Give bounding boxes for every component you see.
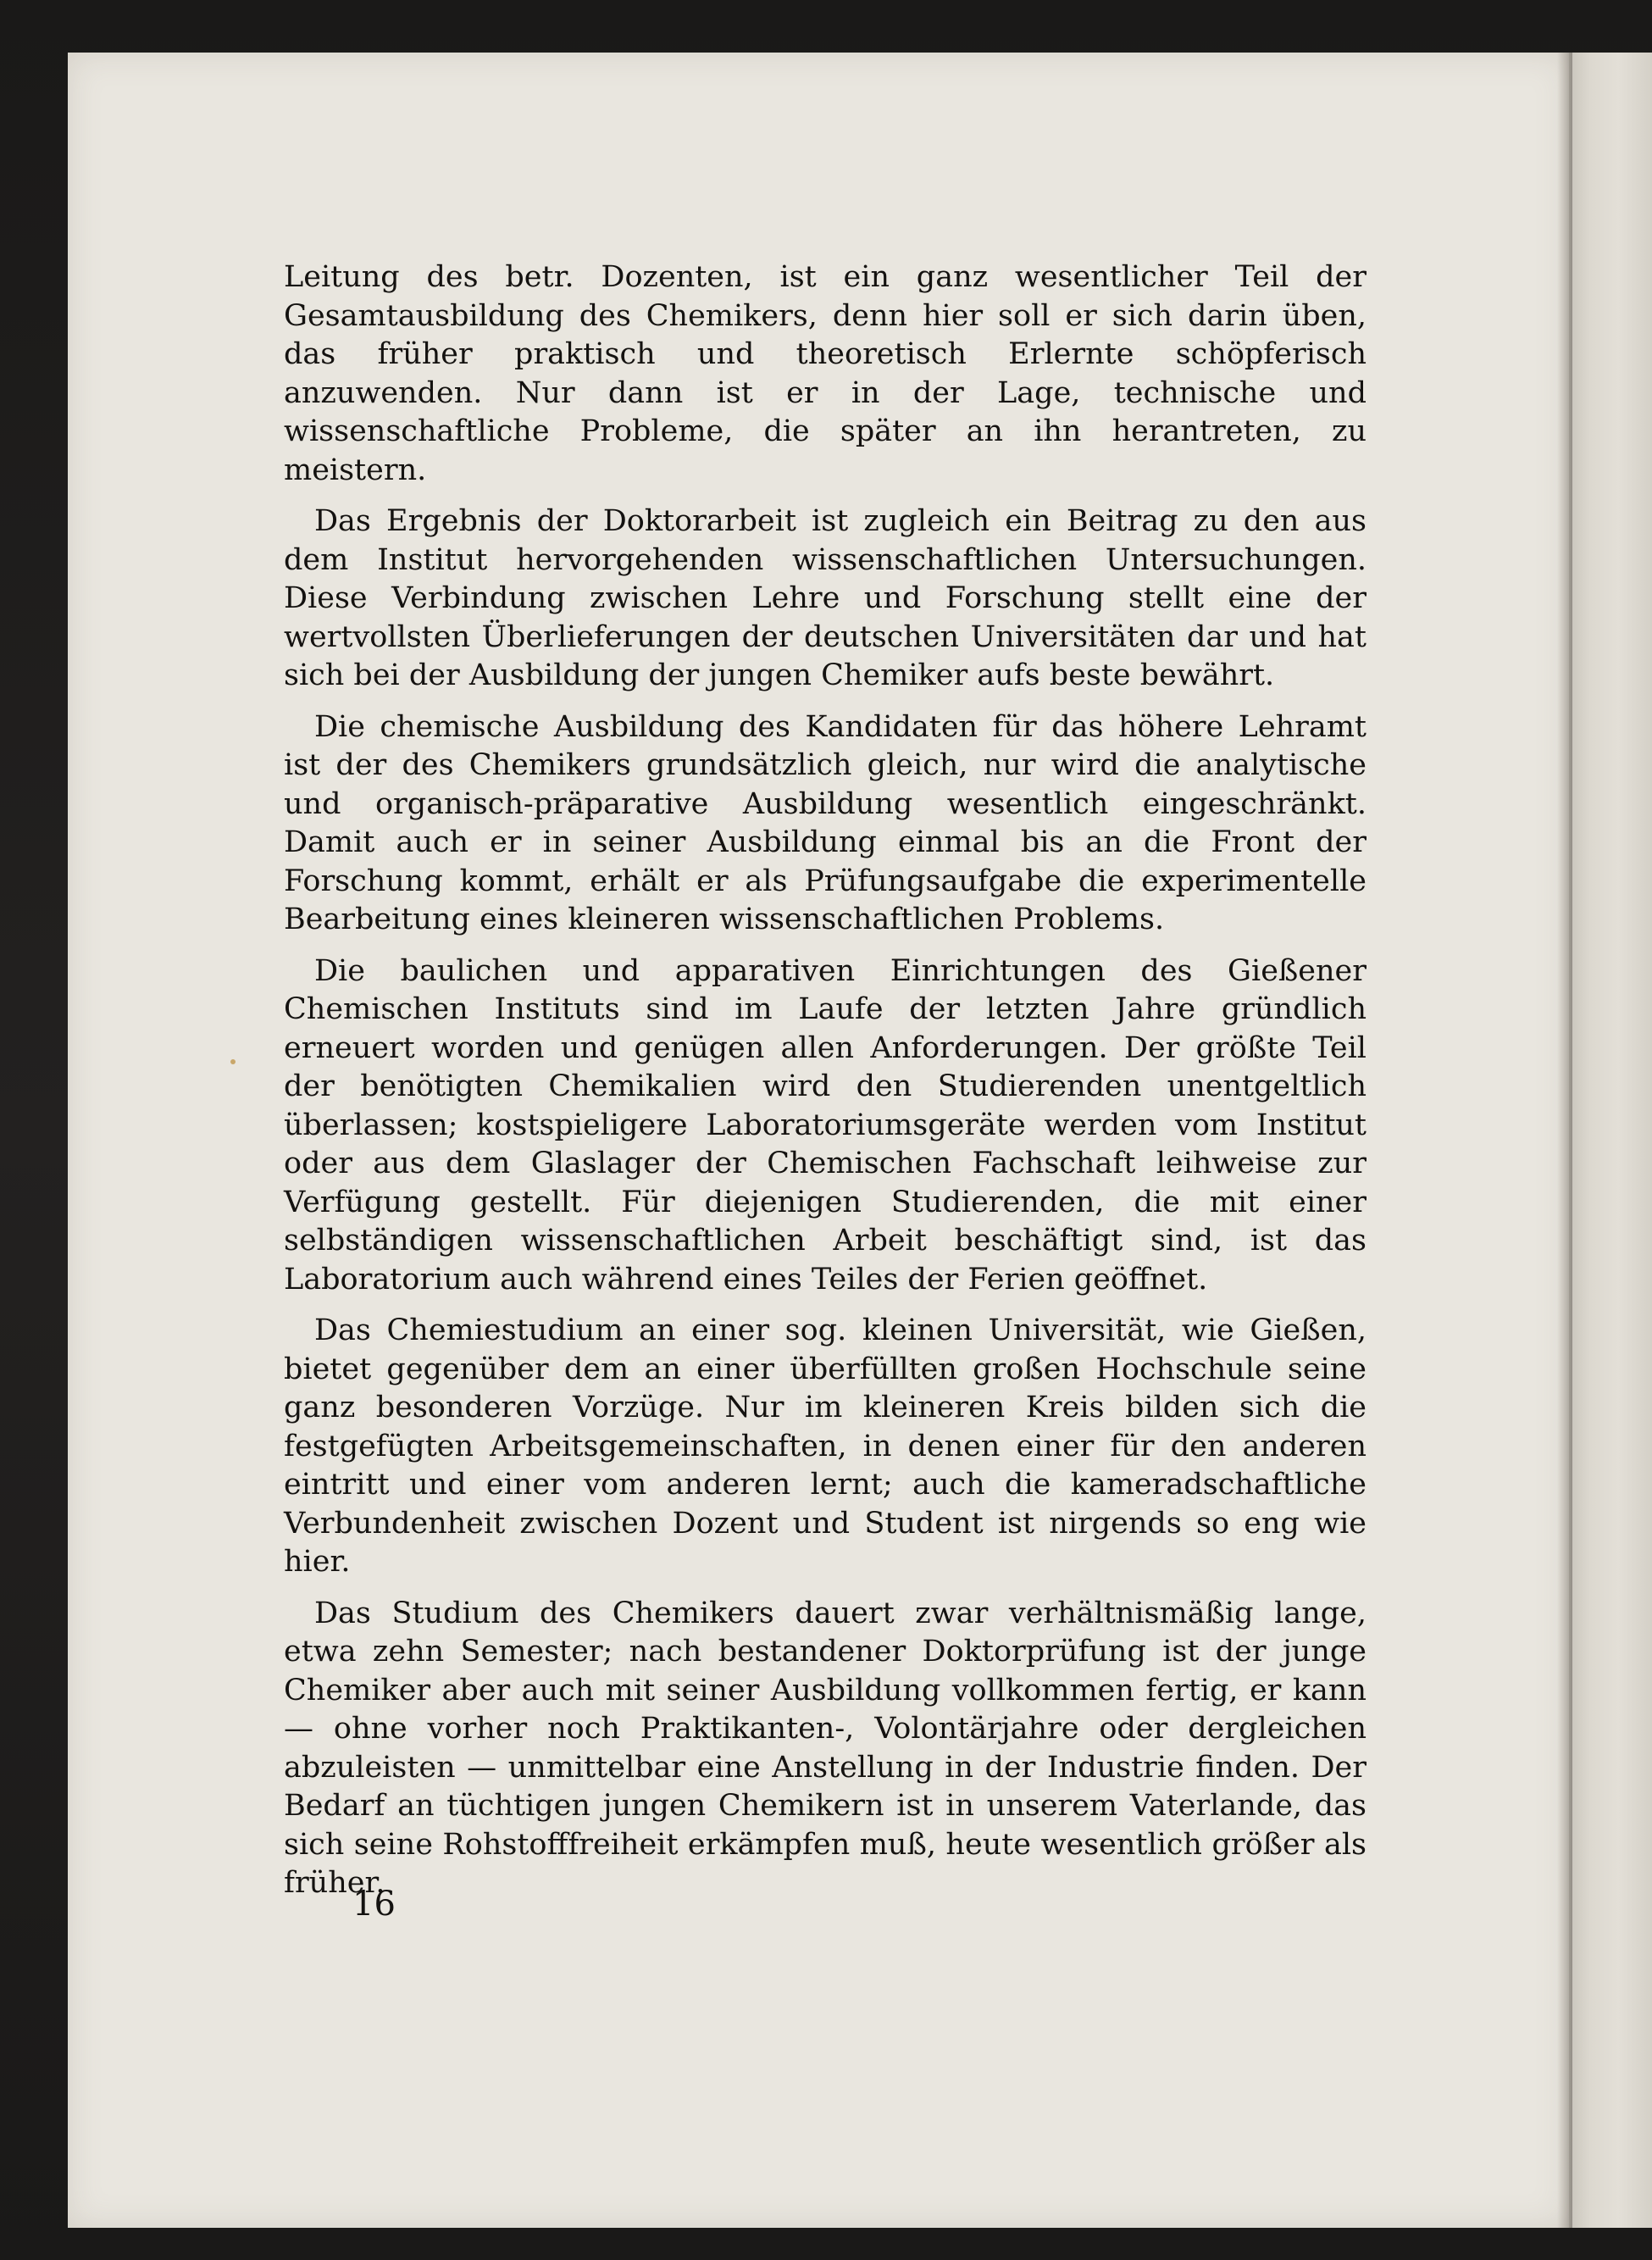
body-text — [284, 258, 1367, 1916]
page-gutter-shadow — [1557, 53, 1572, 2228]
paragraph-6: Das Studium des Chemikers dauert zwar verhältnismäßig lange, etwa zehn Semester; nach bestandener Doktorprüfung ist der junge Chemiker aber auch mit seiner Ausbildung vollkommen fertig, er kann — ohne vorher noch Praktikanten-, Volontärjahre oder dergleichen abzuleisten — unmittelbar eine Anstellung in der Industrie finden. Der Bedarf an tüchtigen jungen Chemikern ist in unserem Vaterlande, das sich seine Rohstofffreiheit erkämpfen muß, heute wesentlich größer als früher. — [284, 1596, 1367, 1900]
paper-speck — [230, 1059, 236, 1064]
paragraph-3: Die chemische Ausbildung des Kandidaten für das höhere Lehramt ist der des Chemikers grundsätzlich gleich, nur wird die analytische und organisch-präparative Ausbildung wesentlich eingeschränkt. Damit auch er in seiner Ausbildung einmal bis an die Front der Forschung kommt, erhält er als Prüfungsaufgabe die experimentelle Bearbeitung eines kleineren wissenschaftlichen Problems. — [284, 709, 1367, 936]
paragraph-4: Die baulichen und apparativen Einrichtungen des Gießener Chemischen Instituts sind im Laufe der letzten Jahre gründlich erneuert worden und genügen allen Anforderungen. Der größte Teil der benötigten Chemikalien wird den Studierenden unentgeltlich überlassen; kostspieligere Laboratoriumsgeräte werden vom Institut oder aus dem Glaslager der Chemischen Fachschaft leihweise zur Verfügung gestellt. Für diejenigen Studierenden, die mit einer selbständigen wissenschaftlichen Arbeit beschäftigt sind, ist das Laboratorium auch während eines Teiles der Ferien geöffnet. — [284, 953, 1367, 1297]
paragraph-1: Leitung des betr. Dozenten, ist ein ganz wesentlicher Teil der Gesamtausbildung des Chemikers, denn hier soll er sich darin üben, das früher praktisch und theoretisch Erlernte schöpferisch anzuwenden. Nur dann ist er in der Lage, technische und wissenschaftliche Probleme, die später an ihn herantreten, zu meistern. — [284, 260, 1367, 487]
page-number: 16 — [352, 1885, 396, 1924]
next-page-edge — [1569, 53, 1652, 2228]
paragraph-2: Das Ergebnis der Doktorarbeit ist zugleich ein Beitrag zu den aus dem Institut hervorgehenden wissenschaftlichen Untersuchungen. Diese Verbindung zwischen Lehre und Forschung stellt eine der wertvollsten Überlieferungen der deutschen Universitäten dar und hat sich bei der Ausbildung der jungen Chemiker aufs beste bewährt. — [284, 504, 1367, 692]
paragraph-5: Das Chemiestudium an einer sog. kleinen Universität, wie Gießen, bietet gegenüber dem an einer überfüllten großen Hochschule seine ganz besonderen Vorzüge. Nur im kleineren Kreis bilden sich die festgefügten Arbeitsgemeinschaften, in denen einer für den anderen eintritt und einer vom anderen lernt; auch die kameradschaftliche Verbundenheit zwischen Dozent und Student ist nirgends so eng wie hier. — [284, 1313, 1367, 1579]
